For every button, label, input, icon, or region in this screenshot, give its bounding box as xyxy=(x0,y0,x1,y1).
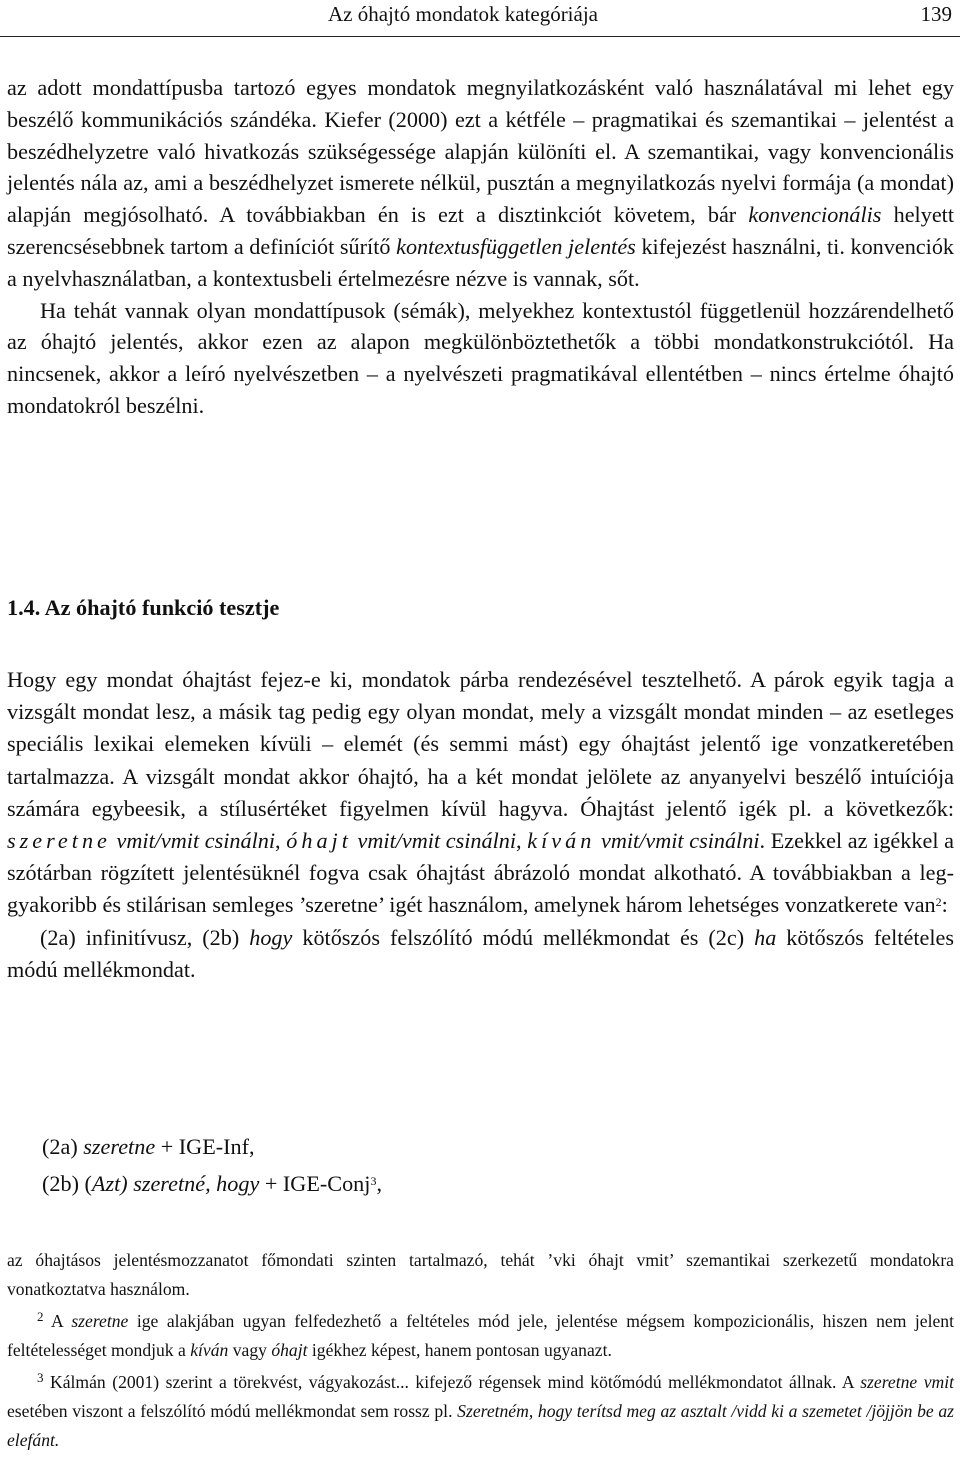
example-rest: + IGE-Conj xyxy=(259,1171,371,1196)
para3-text-1: Hogy egy mondat óhajtást fejez-e ki, mondatok párba rendezésével tesztelhető. A párok egyik tagja a vizsgált mondat lesz, a másik tag pedig egy olyan mondat, mely a vizsgált mondat minden – az esetleges speciális lexikai elemeken kívüli – elemét (és semmi mást) egy óhajtást jelentő ige vonzatkeretében tartalmazza. A vizsgált mondat akkor óhajtó, ha a két mondat jelölete az anyanyelvi beszélő intuíciója számára egybeesik, a stílusértéket figyelmen kívül hagyva. Óhajtást jelentő igék pl. a következők: xyxy=(7,667,954,821)
fn3-text-2: esetében viszont a felszólító módú mellékmondat sem rossz pl. xyxy=(7,1400,458,1421)
para1-text-1: az adott mondattípusba tartozó egyes mondatok megnyilatkozásként való használatával mi lehet egy beszélő kommunikációs szándéka. Kiefer (2000) ezt a kétféle – pragmatikai és szemantikai – jelentést a beszédhelyzetre való hivatkozás szükségessége alapján különíti el. A szemantikai, vagy konvencionális jelentés nála az, ami a beszédhelyzet ismerete nélkül, pusztán a megnyilatkozás nyelvi formája (a mondat) alapján megjósolható. A továbbiakban én is ezt a disztinkciót követem, bár xyxy=(7,75,954,228)
footnote-continuation: az óhajtásos jelentésmozzanatot főmondati szinten tartalmazó, tehát ’vki óhajt vmit’ szemantikai szerkezetű mondatokra vonatkoztatva használom. xyxy=(7,1250,954,1299)
separator-2: , xyxy=(516,828,528,854)
verb-ohajt: óhajt xyxy=(286,828,352,854)
body-text xyxy=(7,72,954,422)
example-label: (2a) xyxy=(42,1134,84,1159)
para1-italic-1: konvencionális xyxy=(748,202,882,228)
examples-list xyxy=(42,1128,382,1202)
paragraph-4 xyxy=(7,922,954,986)
fn2-italic-1: szeretne xyxy=(71,1311,129,1332)
example-label: (2b) ( xyxy=(42,1171,92,1196)
example-italic: szeretne xyxy=(83,1134,156,1159)
para3-text-2: . Ezekkel az igékkel a szótárban rögzített jelentésüknél fogva csak óhajtást ábrázoló mondat alkotható. A továbbiakban a leggyakoribb és stilárisan semleges ’szeretne’ igét használom, amelynek három lehetséges vonzatkerete van xyxy=(7,828,954,918)
paragraph-1 xyxy=(7,72,954,295)
fn2-text-4: igékhez képest, hanem pontosan ugyanazt. xyxy=(307,1339,612,1360)
para4-text-2: kötőszós felszólító módú mellékmondat és (2c) xyxy=(292,924,755,950)
para1-italic-2: kontextusfüggetlen jelentés xyxy=(396,233,636,259)
section-heading: 1.4. Az óhajtó funkció tesztje xyxy=(7,595,280,620)
para1-text-2: helyett szerencsésebbnek tartom a definíciót sűrítő xyxy=(7,202,954,259)
footnote-ref-2: 2 xyxy=(935,895,942,910)
separator-1: , xyxy=(275,828,287,854)
para4-italic-2: ha xyxy=(754,924,777,950)
fn3-italic-2: Szeretném, hogy terítsd meg az asztalt /vidd ki a szemetet /jöjjön be az elefánt. xyxy=(7,1400,955,1450)
fn2-text-1: A xyxy=(43,1311,72,1332)
paragraph-3 xyxy=(7,664,954,922)
footnote-number: 3 xyxy=(37,1370,44,1386)
example-italic: Azt) szeretné, hogy xyxy=(91,1171,260,1196)
verb-arg-3: vmit/vmit csinálni xyxy=(595,828,760,854)
para1-text-3: kifejezést használni, ti. konvenciók a nyelvhasználatban, a kontextusbeli értelmezésre nézve is vannak, sőt. xyxy=(7,233,955,291)
fn2-italic-2: kíván xyxy=(190,1339,229,1360)
fn3-text-1: Kálmán (2001) szerint a törekvést, vágyakozást... kifejező régensek mind kötőmódú mellékmondatot állnak. A xyxy=(43,1372,861,1393)
running-header xyxy=(0,0,960,36)
para4-italic-1: hogy xyxy=(249,924,293,950)
footnote-3 xyxy=(7,1364,954,1454)
section-text xyxy=(7,664,954,986)
header-rule xyxy=(0,36,960,37)
footnote-ref-3: 3 xyxy=(370,1174,377,1188)
fn2-text-3: vagy xyxy=(228,1339,272,1360)
footnote-number: 2 xyxy=(37,1309,44,1325)
para3-text-3: : xyxy=(941,892,948,918)
running-title: Az óhajtó mondatok kategóriája xyxy=(328,2,598,26)
fn2-text-2: ige alakjában ugyan felfedezhető a feltételes mód jele, jelentése mégsem kompozicionális, hiszen nem jelent feltételességet mondjuk a xyxy=(7,1311,954,1360)
verb-arg-1: vmit/vmit csinálni xyxy=(110,828,276,854)
fn2-italic-3: óhajt xyxy=(271,1339,308,1360)
footnote-2 xyxy=(7,1303,954,1364)
verb-szeretne: szeretne xyxy=(7,828,111,854)
example-2b xyxy=(42,1165,382,1202)
page-number: 139 xyxy=(920,2,952,26)
para4-text-1: (2a) infinitívusz, (2b) xyxy=(40,924,250,950)
example-rest: + IGE-Inf, xyxy=(155,1134,255,1159)
para4-text-3: kötőszós feltételes módú mellékmondat. xyxy=(7,924,954,982)
example-end: , xyxy=(376,1171,382,1196)
example-2a xyxy=(42,1128,382,1165)
paragraph-2: Ha tehát vannak olyan mondattípusok (sémák), melyekhez kontextustól függetlenül hozzárendelhető az óhajtó jelentés, akkor ezen az alapon megkülönböztethetők a többi mondatkonstrukciótól. Ha nincsenek, akkor a leíró nyelvészetben – a nyelvészeti pragmatikával ellentétben – nincs értelme óhajtó mondatokról beszélni. xyxy=(7,297,954,418)
verb-kivan: kíván xyxy=(527,828,596,854)
verb-arg-2: vmit/vmit csinálni xyxy=(351,828,517,854)
fn3-italic-1: szeretne vmit xyxy=(860,1372,954,1393)
footnotes xyxy=(7,1246,954,1454)
